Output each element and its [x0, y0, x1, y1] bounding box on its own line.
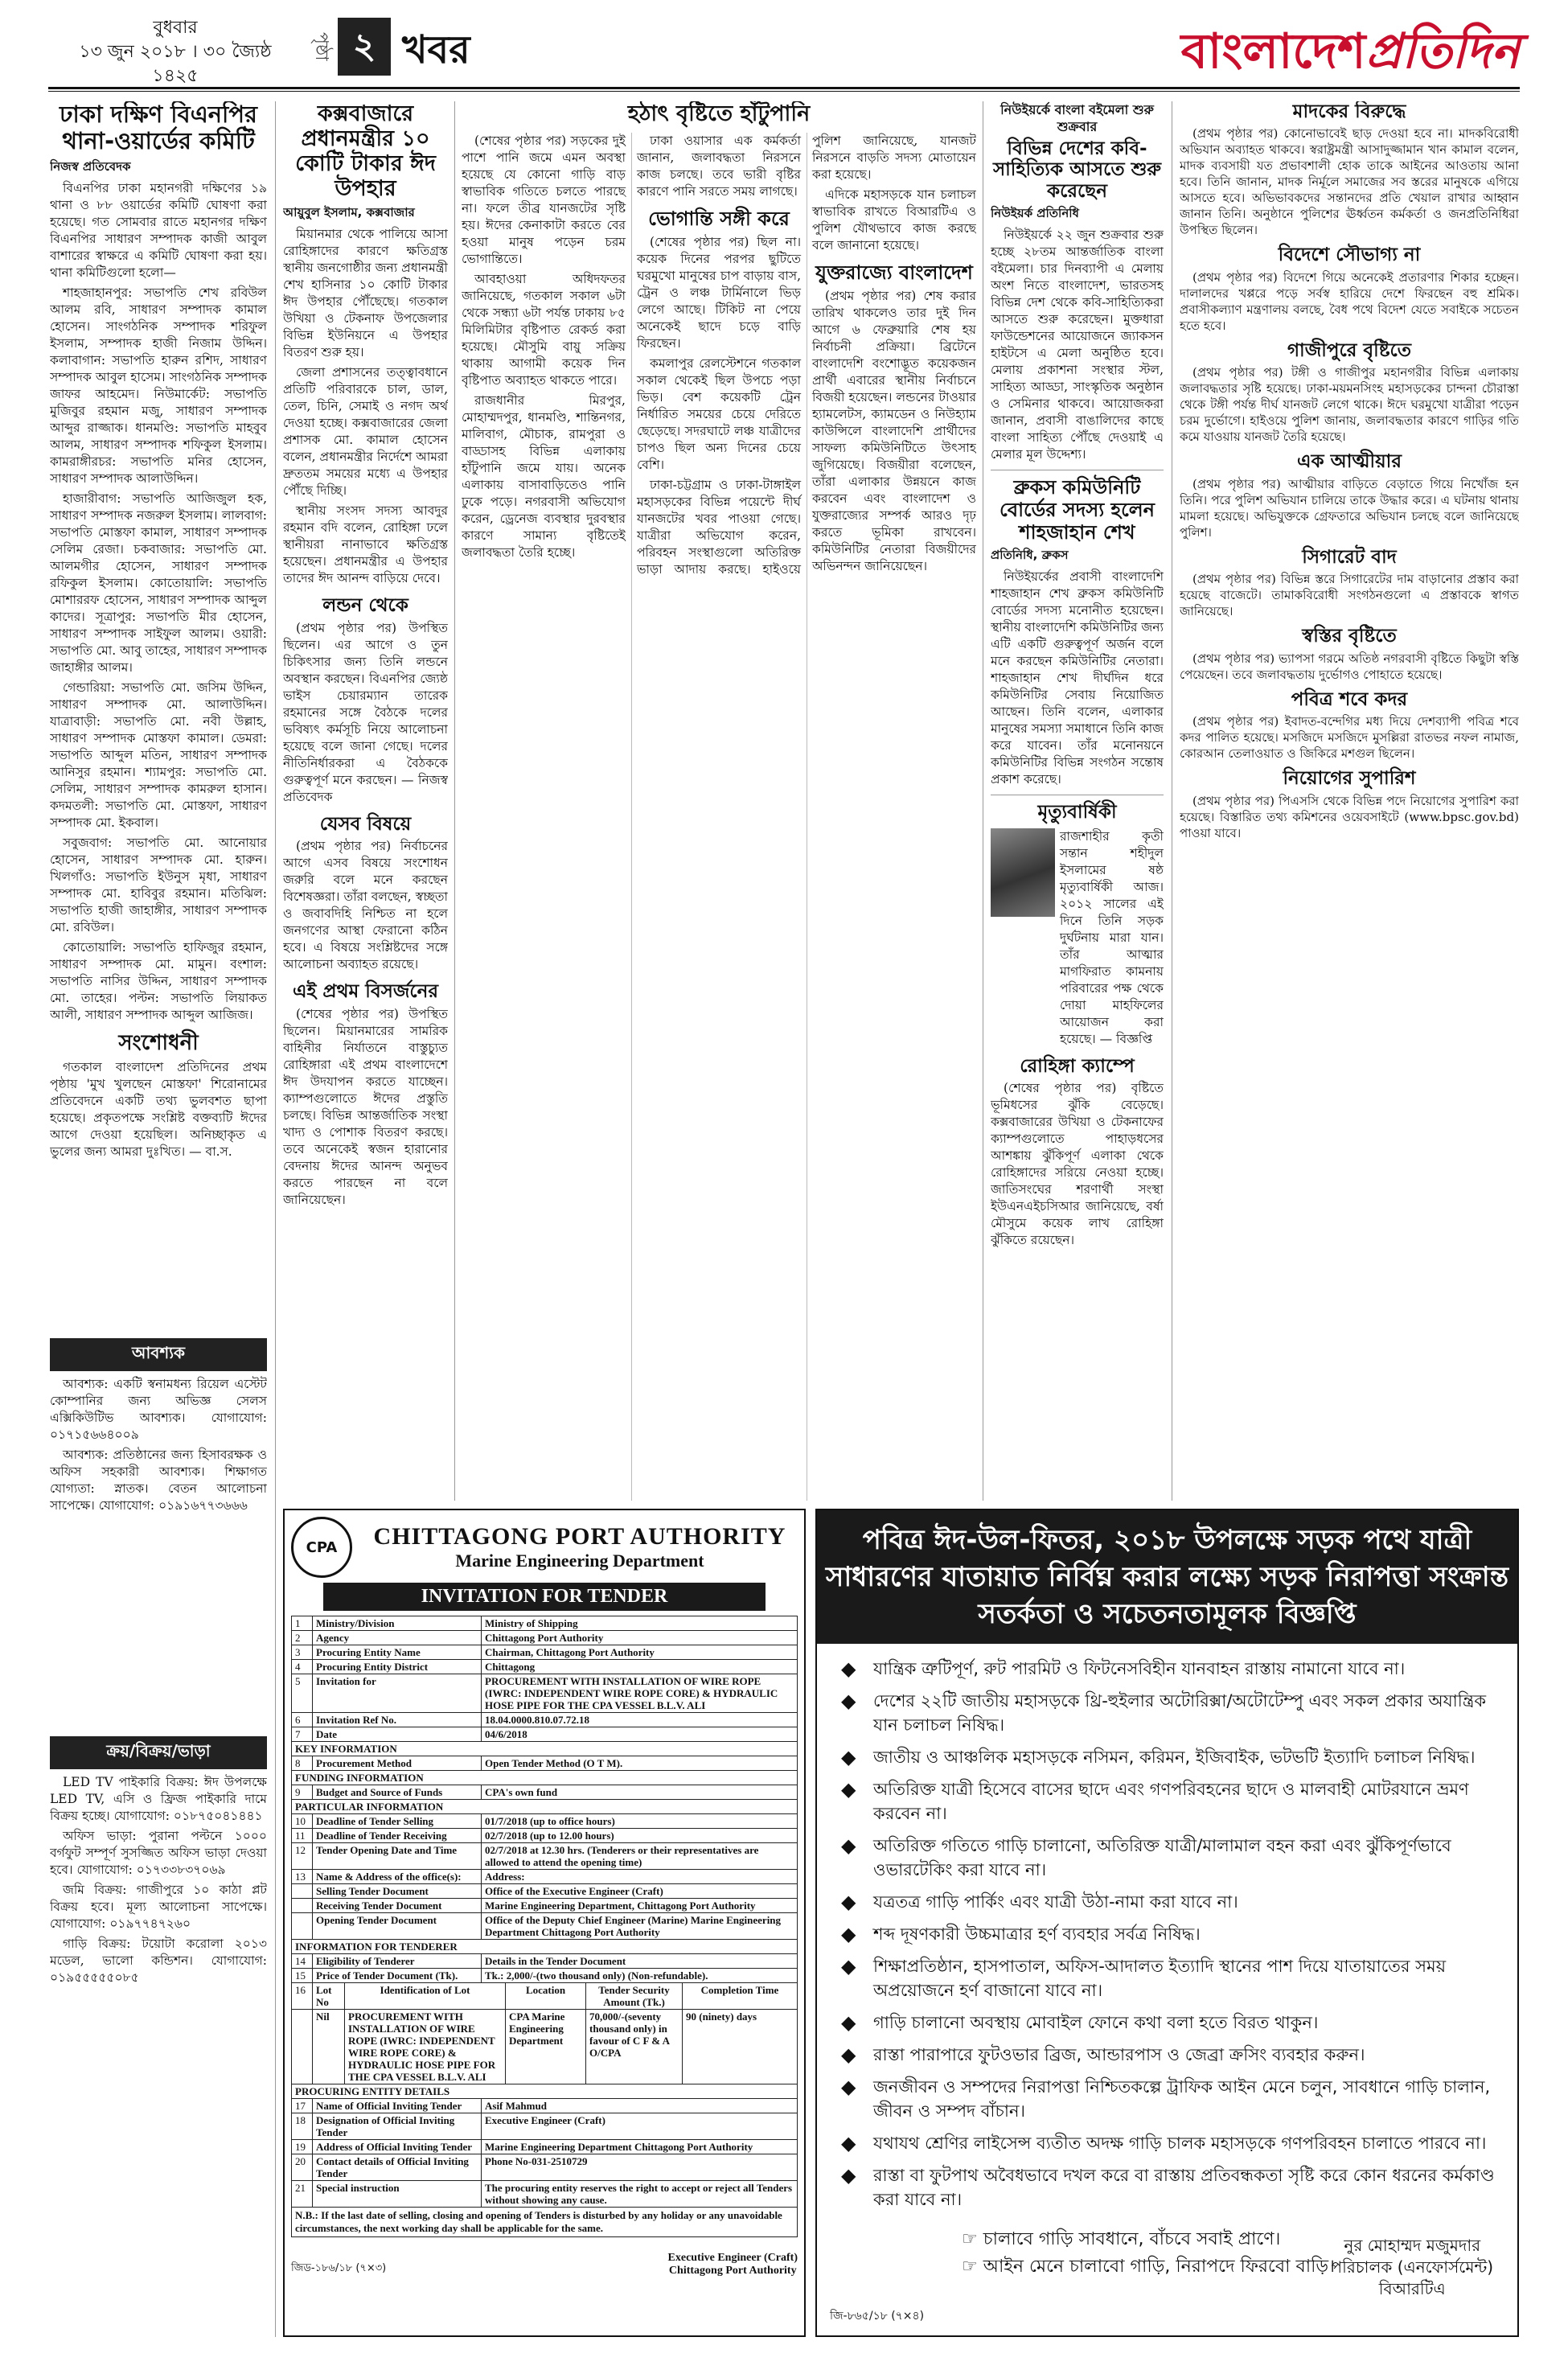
table-section-label: PROCURING ENTITY DETAILS	[292, 2084, 798, 2099]
column-divider	[275, 101, 276, 2337]
tender-signature	[668, 2252, 798, 2277]
table-cell: Contact details of Official Inviting Tender	[313, 2154, 482, 2181]
table-row	[292, 1660, 798, 1674]
classified-item: গাড়ি বিক্রয়: টয়োটা করোলা ২০১৩ মডেল, ভালো কন্ডিশন। যোগাযোগ: ০১৯৫৫৫৫৫০৮৫	[50, 1937, 267, 1985]
kicker-book-fair: নিউইয়র্কে বাংলা বইমেলা শুরু শুক্রবার	[1000, 102, 1154, 134]
headline-sudden-rain: হঠাৎ বৃষ্টিতে হাঁটুপানি	[627, 101, 811, 126]
table-row	[292, 1785, 798, 1800]
table-cell: Invitation for	[313, 1674, 482, 1713]
table-cell: 15	[292, 1969, 313, 1983]
paragraph: গেন্ডারিয়া: সভাপতি মো. জসিম উদ্দিন, সাধারণ সম্পাদক মো. আলাউদ্দিন। যাত্রাবাড়ী: সভাপতি মো. নবী উল্লাহ, সাধারণ সম্পাদক মোস্তফা কামাল। ডেমরা: সভাপতি আব্দুল মতিন, সাধারণ সম্পাদক আনিসুর রহমান। শ্যামপুর: সভাপতি মো. সেলিম, সাধারণ সম্পাদক কামরুল হাসান। কদমতলী: সভাপতি মো. মোস্তফা, সাধারণ সম্পাদক মো. ইকবাল।	[50, 680, 267, 830]
tender-lot-table	[291, 1982, 798, 2084]
paragraph: (প্রথম পৃষ্ঠার পর) বিদেশে গিয়ে অনেকেই প্রতারণার শিকার হচ্ছেন। দালালদের খপ্পরে পড়ে সর্বস্ব হারিয়ে দেশে ফিরছেন বহু শ্রমিক। প্রবাসীকল্যাণ মন্ত্রণালয় বলছে, বৈধ পথে বিদেশ যেতে সবাইকে সচেতন হতে হবে।	[1180, 269, 1519, 333]
tender-sign-title: Executive Engineer (Craft)	[667, 2252, 798, 2264]
table-cell: CPA's own fund	[482, 1785, 798, 1800]
tender-entity-table	[291, 2084, 798, 2208]
subhead-relative: এক আত্মীয়ার	[1296, 451, 1402, 473]
table-cell: Designation of Official Inviting Tender	[313, 2113, 482, 2140]
table-cell: Open Tender Method (O T M).	[482, 1756, 798, 1771]
paragraph: (প্রথম পৃষ্ঠার পর) ইবাদত-বন্দেগির মধ্য দিয়ে দেশব্যাপী পবিত্র শবে কদর পালিত হয়েছে। মসজিদে মসজিদে মুসল্লিরা রাতভর নফল নামাজ, কোরআন তেলাওয়াত ও জিকিরে মশগুল ছিলেন।	[1180, 714, 1519, 762]
table-cell: 6	[292, 1713, 313, 1727]
paragraph: (শেষের পৃষ্ঠার পর) বৃষ্টিতে ভূমিধসের ঝুঁকি বেড়েছে। কক্সবাজারের উখিয়া ও টেকনাফের ক্যাম্পগুলোতে পাহাড়ধসের আশঙ্কায় ঝুঁকিপূর্ণ এলাকা থেকে রোহিঙ্গাদের সরিয়ে নেওয়া হচ্ছে। জাতিসংঘের শরণার্থী সংস্থা ইউএনএইচসিআর জানিয়েছে, বর্ষা মৌসুমে কয়েক লাখ রোহিঙ্গা ঝুঁকিতে রয়েছেন।	[991, 1080, 1164, 1247]
masthead-part-b: প্রতিদিন	[1365, 23, 1520, 80]
paragraph: নিউইয়র্কে ২২ জুন শুক্রবার শুরু হচ্ছে ২৮তম আন্তর্জাতিক বাংলা বইমেলা। চার দিনব্যাপী এ মেলায় অংশ নিতে বাংলাদেশ, ভারতসহ বিভিন্ন দেশ থেকে কবি-সাহিত্যিকরা আসতে শুরু করেছেন। মুক্তধারা ফাউন্ডেশনের আয়োজনে জ্যাকসন হাইটসে এ মেলা অনুষ্ঠিত হবে। মেলায় প্রকাশনা সংস্থার স্টল, সাহিত্য আড্ডা, সাংস্কৃতিক অনুষ্ঠান ও সেমিনার থাকবে। আয়োজকরা জানান, প্রবাসী বাঙালিদের কাছে বাংলা সাহিত্য পৌঁছে দেওয়াই এ মেলার মূল উদ্দেশ্য।	[991, 228, 1164, 462]
table-cell: Opening Tender Document	[313, 1913, 482, 1940]
table-cell: 3	[292, 1645, 313, 1660]
pointer-icon: ☞	[962, 2229, 983, 2249]
paragraph: নিউইয়র্কের প্রবাসী বাংলাদেশি শাহজাহান শেখ ব্রুকস কমিউনিটি বোর্ডের সদস্য মনোনীত হয়েছেন। স্থানীয় বাংলাদেশি কমিউনিটির জন্য এটি একটি গুরুত্বপূর্ণ অর্জন বলে মনে করছেন কমিউনিটির নেতারা। শাহজাহান শেখ দীর্ঘদিন ধরে কমিউনিটির সেবায় নিয়োজিত আছেন। তিনি বলেন, এলাকার মানুষের সমস্যা সমাধানে তিনি কাজ করে যাবেন। তাঁর মনোনয়নে কমিউনিটির বিভিন্ন সংগঠন সন্তোষ প্রকাশ করেছে।	[991, 569, 1164, 787]
table-cell: 13	[292, 1870, 313, 1884]
headline-shahjahan: ব্রুকস কমিউনিটি বোর্ডের সদস্য হলেন শাহজাহান শেখ	[999, 476, 1155, 544]
subhead-relief-rain: স্বস্তির বৃষ্টিতে	[1302, 626, 1397, 647]
table-cell: Special instruction	[313, 2181, 482, 2208]
subhead-gazipur-rain: গাজীপুরে বৃষ্টিতে	[1287, 339, 1412, 361]
table-cell: Agency	[313, 1631, 482, 1645]
classified-wanted-list	[50, 1376, 267, 1730]
correction-heading: সংশোধনী	[118, 1030, 199, 1055]
subhead-rohingya-camp: রোহিঙ্গা ক্যাম্পে	[1020, 1055, 1135, 1077]
subhead-first-immersion: এই প্রথম বিসর্জনের	[292, 981, 439, 1003]
table-cell: Location	[506, 1983, 586, 2010]
notice-list	[817, 1644, 1517, 2212]
table-cell: Procurement Method	[313, 1756, 482, 1771]
paragraph: রাজধানীর মিরপুর, মোহাম্মদপুর, ধানমণ্ডি, শান্তিনগর, মালিবাগ, মৌচাক, রামপুরা ও বাড্ডাসহ বিভিন্ন এলাকায় হাঁটুপানি জমে যায়। অনেক এলাকায় বাসাবাড়িতেও পানি ঢুকে পড়ে। নগরবাসী অভিযোগ করেন, ড্রেনেজ ব্যবস্থার দুরবস্থার কারণে সামান্য বৃষ্টিতেই জলাবদ্ধতা তৈরি হচ্ছে।	[462, 393, 626, 561]
paragraph: (প্রথম পৃষ্ঠার পর) আত্মীয়ার বাড়িতে বেড়াতে গিয়ে নিখোঁজ হন তিনি। পরে পুলিশ অভিযান চালিয়ে তাকে উদ্ধার করে। এ ঘটনায় থানায় মামলা হয়েছে। অভিযুক্তকে গ্রেফতারে অভিযান চলছে বলে জানিয়েছে পুলিশ।	[1180, 476, 1519, 540]
table-row	[292, 1884, 798, 1899]
notice-signature	[1332, 2235, 1493, 2300]
paragraph: (প্রথম পৃষ্ঠার পর) নির্বাচনের আগে এসব বিষয়ে সংশোধন জরুরি বলে মনে করছেন বিশেষজ্ঞরা। তাঁরা বলছেন, স্বচ্ছতা ও জবাবদিহি নিশ্চিত না হলে জনগণের আস্থা ফেরানো কঠিন হবে। এ বিষয়ে সংশ্লিষ্টদের সঙ্গে আলোচনা অব্যাহত রয়েছে।	[283, 839, 448, 972]
table-row	[292, 1674, 798, 1713]
table-cell: Phone No-031-2510729	[482, 2154, 798, 2181]
table-cell: 11	[292, 1829, 313, 1843]
table-cell: Nil	[313, 2010, 345, 2084]
classified-item: অফিস ভাড়া: পুরানা পল্টনে ১০০০ বর্গফুট সম্পূর্ণ সুসজ্জিত অফিস ভাড়া দেওয়া হবে। যোগাযোগ: ০১৭৩৩৮৩৭০৬৯	[50, 1829, 267, 1877]
table-cell: Asif Mahmud	[482, 2099, 798, 2113]
issue-date-text: ১৩ জুন ২০১৮ । ৩০ জ্যৈষ্ঠ ১৪২৫	[79, 42, 272, 86]
table-cell: Office of the Deputy Chief Engineer (Marine) Marine Engineering Department Chittagong Port Authority	[482, 1913, 798, 1940]
paragraph: (শেষের পৃষ্ঠার পর) সড়কের দুই পাশে পানি জমে এমন অবস্থা হয়েছে যে কোনো গাড়ি বাড় স্বাভাবিক গতিতে চলতে পারছে না। ফলে তীব্র যানজটের সৃষ্টি হয়। ঈদের কেনাকাটা করতে বের হওয়া মানুষ পড়েন চরম ভোগান্তিতে।	[462, 133, 626, 267]
obituary-block	[991, 828, 1164, 1048]
table-cell: Tender Opening Date and Time	[313, 1843, 482, 1870]
tender-sign-org: Chittagong Port Authority	[668, 2265, 797, 2277]
table-cell: Date	[313, 1727, 482, 1742]
table-cell	[292, 1913, 313, 1940]
page-number: ২	[338, 18, 391, 76]
table-cell: Chittagong	[482, 1660, 798, 1674]
paragraph: (প্রথম পৃষ্ঠার পর) বিভিন্ন স্তরে সিগারেটের দাম বাড়ানোর প্রস্তাব করা হয়েছে বাজেটে। তামাকবিরোধী সংগঠনগুলো এ প্রস্তাবকে স্বাগত জানিয়েছে।	[1180, 572, 1519, 619]
notice-item: ◆ গাড়ি চালানো অবস্থায় মোবাইল ফোনে কথা বলা হতে বিরত থাকুন।	[838, 2011, 1496, 2035]
table-row	[292, 1870, 798, 1884]
table-row	[292, 2154, 798, 2181]
headline-bnp-committee: ঢাকা দক্ষিণ বিএনপির থানা-ওয়ার্ডের কমিটি	[59, 101, 257, 155]
table-cell: Receiving Tender Document	[313, 1899, 482, 1913]
notice-item: ◆ অতিরিক্ত যাত্রী হিসেবে বাসের ছাদে এবং গণপরিবহনের ছাদে ও মালবাহী মোটরযানে ভ্রমণ করবেন না।	[838, 1777, 1496, 1826]
byline-col4: নিউইয়র্ক প্রতিনিধি	[991, 206, 1079, 221]
column-4	[991, 101, 1164, 1501]
pointer-icon: ☞	[962, 2257, 983, 2277]
table-cell: 2	[292, 1631, 313, 1645]
obituary-heading: মৃত্যুবার্ষিকী	[1037, 802, 1117, 824]
classified-section	[50, 1338, 267, 2339]
notice-sign-name: নুর মোহাম্মদ মজুমদার	[1344, 2236, 1481, 2255]
table-cell: Executive Engineer (Craft)	[482, 2113, 798, 2140]
classified-item: আবশ্যক: প্রতিষ্ঠানের জন্য হিসাবরক্ষক ও অফিস সহকারী আবশ্যক। শিক্ষাগত যোগ্যতা: স্নাতক। বেতন আলোচনা সাপেক্ষে। যোগাযোগ: ০১৯১৬৭৭৩৬৬৬	[50, 1448, 267, 1513]
paragraph: (প্রথম পৃষ্ঠার পর) শেষ করার তারিখ থাকলেও তার দুই দিন আগে ৬ ফেব্রুয়ারি শেষ হয় নির্বাচনী প্রক্রিয়া। ব্রিটেনে বাংলাদেশি বংশোদ্ভূত কয়েকজন প্রার্থী এবারের স্থানীয় নির্বাচনে বিজয়ী হয়েছেন। লন্ডনের টাওয়ার হ্যামলেটস, ক্যামডেন ও নিউহ্যাম কাউন্সিলে বাংলাদেশি প্রার্থীদের সাফল্য কমিউনিটিতে উৎসাহ জুগিয়েছে। বিজয়ীরা বলেছেন, তাঁরা এলাকার উন্নয়নে কাজ করবেন এবং বাংলাদেশ ও যুক্তরাজ্যের সম্পর্ক আরও দৃঢ় করতে ভূমিকা রাখবেন। কমিউনিটির নেতারা বিজয়ীদের অভিনন্দন জানিয়েছেন।	[812, 288, 976, 573]
paragraph: (প্রথম পৃষ্ঠার পর) কোনোভাবেই ছাড় দেওয়া হবে না। মাদকবিরোধী অভিযান অব্যাহত থাকবে। স্বরাষ্ট্রমন্ত্রী আসাদুজ্জামান খান কামাল বলেন, মাদক ব্যবসায়ী যত প্রভাবশালী হোক তাকে আইনের আওতায় আনা হবে। তিনি জানান, মাদক নির্মূলে সমাজের সব স্তরের মানুষকে এগিয়ে আসতে হবে। অভিভাবকদের সন্তানদের প্রতি খেয়াল রাখার আহ্বান জানান তিনি। অনুষ্ঠানে পুলিশের ঊর্ধ্বতন কর্মকর্তা ও জনপ্রতিনিধিরা উপস্থিত ছিলেন।	[1180, 126, 1519, 238]
tender-org: CHITTAGONG PORT AUTHORITY	[373, 1523, 786, 1550]
notice-item: ◆ অতিরিক্ত গতিতে গাড়ি চালানো, অতিরিক্ত যাত্রী/মালামাল বহন করা এবং ঝুঁকিপূর্ণভাবে ওভারটেকিং করা যাবে না।	[838, 1834, 1496, 1882]
tender-nb: N.B.: If the last date of selling, closing and opening of Tenders is disturbed by any holiday or any unavoidable circumstances, the next working day shall be applicable for the same.	[291, 2208, 798, 2237]
table-row	[292, 1829, 798, 1843]
table-row	[292, 2113, 798, 2140]
table-cell: 8	[292, 1756, 313, 1771]
table-cell: Eligibility of Tenderer	[313, 1954, 482, 1969]
paragraph: জেলা প্রশাসনের তত্ত্বাবধানে প্রতিটি পরিবারকে চাল, ডাল, তেল, চিনি, সেমাই ও নগদ অর্থ দেওয়া হচ্ছে। কক্সবাজারের জেলা প্রশাসক মো. কামাল হোসেন বলেন, প্রধানমন্ত্রীর নির্দেশে আমরা দ্রুততম সময়ের মধ্যে এ উপহার পৌঁছে দিচ্ছি।	[283, 365, 448, 499]
table-cell: 4	[292, 1660, 313, 1674]
slogan-2-text: আইন মেনে চালাবো গাড়ি, নিরাপদে ফিরবো বাড়ি।	[983, 2257, 1335, 2277]
table-section-label: PARTICULAR INFORMATION	[292, 1800, 798, 1814]
issue-day: বুধবার	[153, 18, 198, 38]
notice-sign-org: বিআরটিএ	[1378, 2279, 1446, 2298]
table-row	[292, 1954, 798, 1969]
table-cell: 5	[292, 1674, 313, 1713]
column-1	[50, 101, 267, 1332]
table-row	[292, 2099, 798, 2113]
table-cell: Ministry/Division	[313, 1616, 482, 1631]
paragraph: (শেষের পৃষ্ঠার পর) উপস্থিত ছিলেন। মিয়ানমারের সামরিক বাহিনীর নির্যাতনে বাস্তুচ্যুত রোহিঙ্গারা এই প্রথম বাংলাদেশে ঈদ উদযাপন করতে যাচ্ছেন। ক্যাম্পগুলোতে ঈদের প্রস্তুতি চলছে। বিভিন্ন আন্তর্জাতিক সংস্থা খাদ্য ও পোশাক বিতরণ করছে। তবে অনেকেই স্বজন হারানোর বেদনায় ঈদের আনন্দ অনুভব করতে পারছেন না বলে জানিয়েছেন।	[283, 1006, 448, 1207]
classified-sale-list	[50, 1774, 267, 2289]
paragraph: হাজারীবাগ: সভাপতি আজিজুল হক, সাধারণ সম্পাদক নজরুল ইসলাম। লালবাগ: সভাপতি মোস্তফা কামাল, সাধারণ সম্পাদক সেলিম রেজা। চকবাজার: সভাপতি মো. আলমগীর হোসেন, সাধারণ সম্পাদক রফিকুল ইসলাম। কোতোয়ালি: সভাপতি মোশাররফ হোসেন, সাধারণ সম্পাদক আব্দুল কাদের। সূত্রাপুর: সভাপতি মীর হোসেন, সাধারণ সম্পাদক সাইফুল আলম। ওয়ারী: সভাপতি মো. আবু তাহের, সাধারণ সম্পাদক জাহাঙ্গীর আলম।	[50, 491, 267, 675]
table-cell: Deadline of Tender Receiving	[313, 1829, 482, 1843]
table-section-row	[292, 1800, 798, 1814]
subhead-issues: যেসব বিষয়ে	[319, 813, 412, 835]
subhead-cigarette: সিগারেট বাদ	[1302, 546, 1397, 568]
table-cell: Ministry of Shipping	[482, 1616, 798, 1631]
tender-footer	[291, 2252, 798, 2277]
table-section-label: INFORMATION FOR TENDERER	[292, 1940, 798, 1954]
paragraph: সবুজবাগ: সভাপতি মো. আনোয়ার হোসেন, সাধারণ সম্পাদক মো. হারুন। খিলগাঁও: সভাপতি ইউনুস মৃধা, সাধারণ সম্পাদক মো. হাবিবুর রহমান। মতিঝিল: সভাপতি হাজী জাহাঙ্গীর, সাধারণ সম্পাদক মো. রবিউল।	[50, 835, 267, 934]
paragraph: ঢাকা ওয়াসার এক কর্মকর্তা জানান, জলাবদ্ধতা নিরসনে কাজ চলছে। তবে ভারী বৃষ্টির কারণে পানি সরতে সময় লাগছে।	[637, 133, 801, 199]
table-cell: 17	[292, 2099, 313, 2113]
table-row	[292, 1814, 798, 1829]
subhead-hardship: ভোগান্তি সঙ্গী করে	[648, 207, 790, 231]
table-cell: Name & Address of the office(s):	[313, 1870, 482, 1884]
paragraph: (শেষের পৃষ্ঠার পর) ছিল না। কয়েক দিনের পরপর ছুটিতে ঘরমুখো মানুষের চাপ বাড়ায় বাস, ট্রেন ও লঞ্চ টার্মিনালে ভিড় লেগে আছে। টিকিট না পেয়ে অনেকেই ছাদে চড়ে বাড়ি ফিরছেন।	[637, 234, 801, 351]
table-cell: 90 (ninety) days	[683, 2010, 798, 2084]
table-cell: 18	[292, 2113, 313, 2140]
table-cell: Office of the Executive Engineer (Craft)	[482, 1884, 798, 1899]
page-label: পৃষ্ঠা	[311, 32, 331, 61]
paragraph: কোতোয়ালি: সভাপতি হাফিজুর রহমান, সাধারণ সম্পাদক মো. মামুন। বংশাল: সভাপতি নাসির উদ্দিন, সাধারণ সম্পাদক মো. তাহের। পল্টন: সভাপতি লিয়াকত আলী, সাধারণ সম্পাদক আব্দুল আজিজ।	[50, 939, 267, 1022]
table-cell: Price of Tender Document (Tk).	[313, 1969, 482, 1983]
slogan-1-text: চালাবে গাড়ি সাবধানে, বাঁচবে সবাই প্রাণে।	[983, 2229, 1281, 2249]
table-cell: Marine Engineering Department, Chittagong Port Authority	[482, 1899, 798, 1913]
tender-advertisement	[283, 1509, 806, 2337]
paragraph: মিয়ানমার থেকে পালিয়ে আসা রোহিঙ্গাদের কারণে ক্ষতিগ্রস্ত স্থানীয় জনগোষ্ঠীর জন্য প্রধানমন্ত্রী শেখ হাসিনার ১০ কোটি টাকার ঈদ উপহার পৌঁছেছে। গতকাল উখিয়া ও টেকনাফ উপজেলার বিভিন্ন ইউনিয়নে এ উপহার বিতরণ শুরু হয়।	[283, 227, 448, 360]
obituary-photo	[991, 828, 1055, 917]
masthead-part-a: বাংলাদেশ	[1180, 23, 1366, 80]
paragraph: স্থানীয় সংসদ সদস্য আবদুর রহমান বদি বলেন, রোহিঙ্গা ঢলে স্থানীয়রা নানাভাবে ক্ষতিগ্রস্ত হয়েছেন। প্রধানমন্ত্রীর এ উপহার তাদের ঈদ আনন্দ বাড়িয়ে দেবে।	[283, 503, 448, 586]
paragraph: (প্রথম পৃষ্ঠার পর) ভ্যাপসা গরমে অতিষ্ঠ নগরবাসী বৃষ্টিতে কিছুটা স্বস্তি পেয়েছেন। তবে জলাবদ্ধতায় দুর্ভোগও পোহাতে হয়েছে।	[1180, 651, 1519, 682]
table-cell: PROCUREMENT WITH INSTALLATION OF WIRE ROPE (IWRC: INDEPENDENT WIRE ROPE CORE) & HYDRAULIC HOSE PIPE FOR THE CPA VESSEL B.L.V. ALI	[482, 1674, 798, 1713]
table-cell: 12	[292, 1843, 313, 1870]
table-cell: Deadline of Tender Selling	[313, 1814, 482, 1829]
table-cell: Tk.: 2,000/-(two thousand only) (Non-refundable).	[482, 1969, 798, 1983]
table-cell	[292, 1899, 313, 1913]
table-row	[292, 1616, 798, 1631]
tender-code: জিড-১৮৬/১৮ (৭×৩)	[291, 2262, 387, 2274]
table-cell: Chittagong Port Authority	[482, 1631, 798, 1645]
table-row	[292, 1969, 798, 1983]
table-section-row	[292, 1771, 798, 1785]
table-row	[292, 1645, 798, 1660]
notice-item: ◆ যথাযথ শ্রেণির লাইসেন্স ব্যতীত অদক্ষ গাড়ি চালক মহাসড়কে গণপরিবহন চালাতে পারবে না।	[838, 2131, 1496, 2155]
column-3	[462, 101, 976, 1501]
headline-pm-gift: কক্সবাজারে প্রধানমন্ত্রীর ১০ কোটি টাকার ঈদ উপহার	[295, 101, 436, 202]
paragraph: এদিকে মহাসড়কে যান চলাচল স্বাভাবিক রাখতে বিআরটিএ ও পুলিশ যৌথভাবে কাজ করছে বলে জানানো হয়েছে।	[812, 187, 976, 253]
tender-title: INVITATION FOR TENDER	[323, 1583, 766, 1611]
column-divider	[454, 101, 455, 1501]
table-cell: 14	[292, 1954, 313, 1969]
table-cell: 04/6/2018	[482, 1727, 798, 1742]
classified-item: আবশ্যক: একটি স্বনামধন্য রিয়েল এস্টেট কোম্পানির জন্য অভিজ্ঞ সেলস এক্সিকিউটিভ আবশ্যক। যোগাযোগ: ০১৭১৫৬৬৪০০৯	[50, 1377, 267, 1442]
tender-org-block	[362, 1523, 798, 1571]
table-row	[292, 2140, 798, 2154]
header-rule	[48, 87, 1520, 89]
table-cell: Invitation Ref No.	[313, 1713, 482, 1727]
table-cell: Procuring Entity District	[313, 1660, 482, 1674]
table-section-row	[292, 2084, 798, 2099]
masthead-logo	[1181, 14, 1520, 95]
table-cell: 02/7/2018 (up to 12.00 hours)	[482, 1829, 798, 1843]
classified-item: জমি বিক্রয়: গাজীপুরে ১০ কাঠা প্লট বিক্রয় হবে। মূল্য আলোচনা সাপেক্ষে। যোগাযোগ: ০১৯৭৭৪৭২৬০	[50, 1883, 267, 1931]
table-cell: Tender Security Amount (Tk.)	[586, 1983, 683, 2010]
classified-item: LED TV পাইকারি বিক্রয়: ঈদ উপলক্ষে LED TV, এসি ও ফ্রিজ পাইকারি দামে বিক্রয় হচ্ছে। যোগাযোগ: ০১৮৭৫০৪১৪৪১	[50, 1775, 267, 1823]
subhead-drugs: মাদকের বিরুদ্ধে	[1292, 101, 1406, 122]
notice-item: ◆ যান্ত্রিক ত্রুটিপূর্ণ, রুট পারমিট ও ফিটনেসবিহীন যানবাহন রাস্তায় নামানো যাবে না।	[838, 1657, 1496, 1681]
paragraph: (প্রথম পৃষ্ঠার পর) টঙ্গী ও গাজীপুর মহানগরীর বিভিন্ন এলাকায় জলাবদ্ধতার সৃষ্টি হয়েছে। ঢাকা-ময়মনসিংহ মহাসড়কের চান্দনা চৌরাস্তা থেকে টঙ্গী পর্যন্ত দীর্ঘ যানজট লেগে থাকে। ঈদে ঘরমুখো যাত্রীরা পড়েন চরম দুর্ভোগে। হাইওয়ে পুলিশ জানায়, জলাবদ্ধতার কারণে গাড়ির গতি কমে যাওয়ায় যানজট তৈরি হয়েছে।	[1180, 365, 1519, 445]
notice-item: ◆ রাস্তা বা ফুটপাথ অবৈধভাবে দখল করে বা রাস্তায় প্রতিবন্ধকতা সৃষ্টি করে কোন ধরনের কর্মকাণ্ড করা যাবে না।	[838, 2163, 1496, 2212]
road-safety-notice	[815, 1509, 1519, 2337]
table-cell: 10	[292, 1814, 313, 1829]
table-cell: 16	[292, 1983, 313, 2010]
paragraph: আবহাওয়া অধিদফতর জানিয়েছে, গতকাল সকাল ৬টা থেকে সন্ধ্যা ৬টা পর্যন্ত ঢাকায় ৮৫ মিলিমিটার বৃষ্টিপাত রেকর্ড করা হয়েছে। মৌসুমি বায়ু সক্রিয় থাকায় আগামী কয়েক দিন বৃষ্টিপাত অব্যাহত থাকতে পারে।	[462, 272, 626, 388]
table-cell: 9	[292, 1785, 313, 1800]
paragraph: বিএনপির ঢাকা মহানগরী দক্ষিণের ১৯ থানা ও ৮৮ ওয়ার্ডের কমিটি ঘোষণা করা হয়েছে। গত সোমবার রাতে মহানগর দক্ষিণ বিএনপির সাধারণ সম্পাদক কাজী আবুল বাশারের স্বাক্ষরে এ কমিটি ঘোষণা করা হয়। থানা কমিটিগুলো হলো—	[50, 180, 267, 280]
table-cell: The procuring entity reserves the right to accept or reject all Tenders without showing any cause.	[482, 2181, 798, 2208]
notice-item: ◆ দেশের ২২টি জাতীয় মহাসড়কে থ্রি-হুইলার অটোরিক্সা/অটোটেম্পু এবং সকল প্রকার অযান্ত্রিক যান চলাচল নিষিদ্ধ।	[838, 1689, 1496, 1737]
paragraph: শাহজাহানপুর: সভাপতি শেখ রবিউল আলম রবি, সাধারণ সম্পাদক কামাল হোসেন। সাংগঠনিক সম্পাদক শরিফুল ইসলাম, সম্পাদক হাজী নিজাম উদ্দিন। কলাবাগান: সভাপতি হারুন রশিদ, সাধারণ সম্পাদক আবুল হাসেম। সাংগঠনিক সম্পাদক জাফর আহমেদ। নিউমার্কেট: সভাপতি মুজিবুর রহমান মজু, সাধারণ সম্পাদক আব্দুর রাজ্জাক। ধানমণ্ডি: সভাপতি মাহবুব আলম, সাধারণ সম্পাদক শফিকুল ইসলাম। কামরাঙ্গীরচর: সভাপতি মনির হোসেন, সাধারণ সম্পাদক আলাউদ্দিন।	[50, 285, 267, 486]
table-row	[292, 2181, 798, 2208]
table-cell: Name of Official Inviting Tender	[313, 2099, 482, 2113]
table-row	[292, 1899, 798, 1913]
table-cell	[292, 1884, 313, 1899]
table-row	[292, 1631, 798, 1645]
lot-header-row	[292, 1983, 798, 2010]
correction-text: গতকাল বাংলাদেশ প্রতিদিনের প্রথম পৃষ্ঠায় 'মুখ খুলছেন মোস্তফা' শিরোনামের প্রতিবেদনে একটি তথ্য ভুলবশত ছাপা হয়েছে। প্রকৃতপক্ষে সংশ্লিষ্ট বক্তব্যটি ঈদের আগে দেওয়া হয়েছিল। অনিচ্ছাকৃত এ ভুলের জন্য আমরা দুঃখিত। — বা.স.	[50, 1059, 267, 1159]
subhead-abroad: বিদেশে সৌভাগ্য না	[1278, 244, 1421, 266]
tender-dept: Marine Engineering Department	[455, 1550, 704, 1571]
byline-col2: আয়ুবুল ইসলাম, কক্সবাজার	[283, 205, 415, 220]
notice-item: ◆ শব্দ দূষণকারী উচ্চমাত্রার হর্ণ ব্যবহার সর্বত্র নিষিদ্ধ।	[838, 1922, 1496, 1946]
classified-sale-heading: ক্রয়/বিক্রয়/ভাড়া	[50, 1736, 267, 1769]
notice-item: ◆ শিক্ষাপ্রতিষ্ঠান, হাসপাতাল, অফিস-আদালত ইত্যাদি স্থানের পাশ দিয়ে যাতায়াতের সময় অপ্রয়োজনে হর্ণ বাজানো যাবে না।	[838, 1954, 1496, 2002]
table-section-row	[292, 1742, 798, 1756]
headline-poets-arrive: বিভিন্ন দেশের কবি-সাহিত্যিক আসতে শুরু করেছেন	[992, 138, 1162, 202]
table-row	[292, 1713, 798, 1727]
subhead-shab-e-qadr: পবিত্র শবে কদর	[1291, 688, 1408, 710]
tender-header	[291, 1517, 798, 1578]
notice-item: ◆ জনজীবন ও সম্পদের নিরাপত্তা নিশ্চিতকল্পে ট্রাফিক আইন মেনে চলুন, সাবধানে গাড়ি চালান, জীবন ও সম্পদ বাঁচান।	[838, 2075, 1496, 2123]
header-rule-thin	[48, 91, 1520, 92]
table-row	[292, 1843, 798, 1870]
tender-table	[291, 1616, 798, 1983]
table-cell: Budget and Source of Funds	[313, 1785, 482, 1800]
notice-item: ◆ জাতীয় ও আঞ্চলিক মহাসড়কে নসিমন, করিমন, ইজিবাইক, ভটভটি ইত্যাদি চলাচল নিষিদ্ধ।	[838, 1745, 1496, 1769]
table-cell: 01/7/2018 (up to office hours)	[482, 1814, 798, 1829]
column-2	[283, 101, 448, 1501]
table-cell: Details in the Tender Document	[482, 1954, 798, 1969]
table-row	[292, 1913, 798, 1940]
byline-col4b: প্রতিনিধি, ব্রুকস	[991, 548, 1069, 563]
table-section-label: FUNDING INFORMATION	[292, 1771, 798, 1785]
cpa-logo: CPA	[291, 1517, 352, 1578]
table-cell: Lot No	[313, 1983, 345, 2010]
table-cell: CPA Marine Engineering Department	[506, 2010, 586, 2084]
table-cell: 21	[292, 2181, 313, 2208]
byline-col1: নিজস্ব প্রতিবেদক	[50, 158, 131, 174]
table-cell: PROCUREMENT WITH INSTALLATION OF WIRE ROPE (IWRC: INDEPENDENT WIRE ROPE CORE) & HYDRAULIC HOSE PIPE FOR THE CPA VESSEL B.L.V. ALI	[345, 2010, 506, 2084]
table-cell: Address of Official Inviting Tender	[313, 2140, 482, 2154]
table-cell	[292, 2010, 313, 2084]
notice-title: পবিত্র ঈদ-উল-ফিতর, ২০১৮ উপলক্ষে সড়ক পথে যাত্রী সাধারণের যাতায়াত নির্বিঘ্ন করার লক্ষ্যে সড়ক নিরাপত্তা সংক্রান্ত সতর্কতা ও সচেতনতামূলক বিজ্ঞপ্তি	[817, 1510, 1517, 1644]
table-cell: Identification of Lot	[345, 1983, 506, 2010]
classified-wanted-heading: আবশ্যক	[50, 1338, 267, 1371]
section-name: খবর	[402, 27, 470, 72]
notice-sign-title: পরিচালক (এনফোর্সমেন্ট)	[1331, 2257, 1493, 2277]
table-row	[292, 1756, 798, 1771]
paragraph: (প্রথম পৃষ্ঠার পর) উপস্থিত ছিলেন। এর আগে ও তুন চিকিৎসার জন্য তিনি লন্ডনে অবস্থান করছেন। বিএনপির জ্যেষ্ঠ ভাইস চেয়ারম্যান তারেক রহমানের সঙ্গে বৈঠকে দলের ভবিষ্যৎ কর্মসূচি নিয়ে আলোচনা হয়েছে বলে জানা গেছে। দলের নীতিনির্ধারকরা এ বৈঠককে গুরুত্বপূর্ণ মনে করছেন। — নিজস্ব প্রতিবেদক	[283, 620, 448, 804]
table-cell: Chairman, Chittagong Port Authority	[482, 1645, 798, 1660]
table-section-label: KEY INFORMATION	[292, 1742, 798, 1756]
table-row	[292, 1727, 798, 1742]
table-cell: Selling Tender Document	[313, 1884, 482, 1899]
subhead-uk-bangladesh: যুক্তরাজ্যে বাংলাদেশ	[815, 261, 973, 285]
table-cell: Address:	[482, 1870, 798, 1884]
notice-item: ◆ রাস্তা পারাপারে ফুটওভার ব্রিজ, আন্ডারপাস ও জেব্রা ক্রসিং ব্যবহার করুন।	[838, 2043, 1496, 2067]
table-cell: 7	[292, 1727, 313, 1742]
table-cell: 70,000/-(seventy thousand only) in favour of C F & A O/CPA	[586, 2010, 683, 2084]
table-cell: Completion Time	[683, 1983, 798, 2010]
table-cell: 19	[292, 2140, 313, 2154]
table-cell: 20	[292, 2154, 313, 2181]
obituary-text: রাজশাহীর কৃতী সন্তান শহীদুল ইসলামের ষষ্ঠ মৃত্যুবার্ষিকী আজ। ২০১২ সালের এই দিনে তিনি সড়ক দুর্ঘটনায় মারা যান। তাঁর আত্মার মাগফিরাত কামনায় পরিবারের পক্ষ থেকে দোয়া মাহফিলের আয়োজন করা হয়েছে। — বিজ্ঞপ্তি	[1060, 828, 1164, 1046]
subhead-recruitment: নিয়োগের সুপারিশ	[1283, 768, 1416, 790]
notice-item: ◆ যত্রতত্র গাড়ি পার্কিং এবং যাত্রী উঠা-নামা করা যাবে না।	[838, 1890, 1496, 1914]
table-cell: 02/7/2018 at 12.30 hrs. (Tenderers or their representatives are allowed to attend the opening time)	[482, 1843, 798, 1870]
table-cell: 1	[292, 1616, 313, 1631]
subhead-london: লন্ডন থেকে	[322, 595, 408, 617]
table-cell: 18.04.0000.810.07.72.18	[482, 1713, 798, 1727]
table-cell: Marine Engineering Department Chittagong Port Authority	[482, 2140, 798, 2154]
table-cell: Procuring Entity Name	[313, 1645, 482, 1660]
table-section-row	[292, 1940, 798, 1954]
lot-row	[292, 2010, 798, 2084]
paragraph: (প্রথম পৃষ্ঠার পর) পিএসসি থেকে বিভিন্ন পদে নিয়োগের সুপারিশ করা হয়েছে। বিস্তারিত তথ্য কমিশনের ওয়েবসাইটে (www.bpsc.gov.bd) পাওয়া যাবে।	[1180, 793, 1519, 840]
paragraph: কমলাপুর রেলস্টেশনে গতকাল সকাল থেকেই ছিল উপচে পড়া ভিড়। বেশ কয়েকটি ট্রেন নির্ধারিত সময়ের চেয়ে দেরিতে ছেড়েছে। সদরঘাটে লঞ্চ যাত্রীদের চাপও ছিল অন্য দিনের চেয়ে বেশি।	[637, 355, 801, 472]
paragraph: ঢাকা-চট্টগ্রাম ও ঢাকা-টাঙ্গাইল মহাসড়কের বিভিন্ন পয়েন্টে দীর্ঘ যানজটের খবর পাওয়া গেছে। যাত্রীরা অভিযোগ করেন, পরিবহন সংস্থাগুলো অতিরিক্ত ভাড়া আদায় করছে। হাইওয়ে পুলিশ জানিয়েছে, যানজট নিরসনে বাড়তি সদস্য মোতায়েন করা হয়েছে।	[637, 133, 976, 577]
issue-date	[55, 16, 296, 88]
notice-code: জি-৮৬৫/১৮ (৭×৪)	[830, 2310, 925, 2323]
column-5	[1180, 101, 1519, 1501]
